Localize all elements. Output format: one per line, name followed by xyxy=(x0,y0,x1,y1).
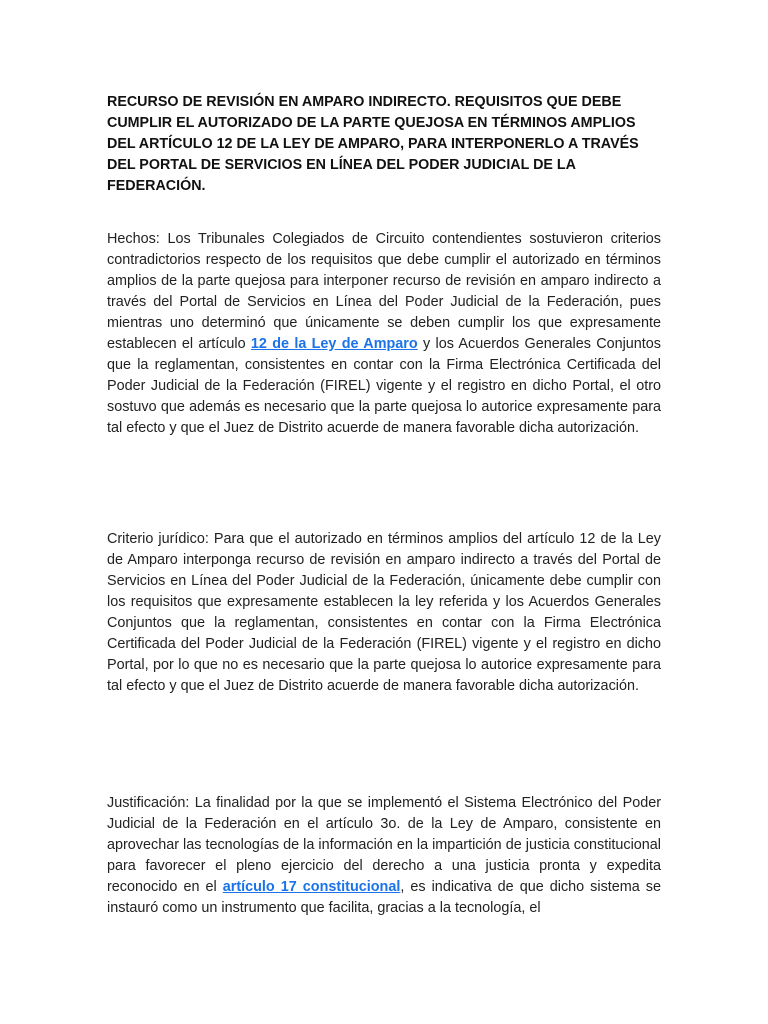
hechos-text-start: Hechos: Los Tribunales Colegiados de Circuito contendientes sostuvieron criterios contradictorios respecto de los requisitos que debe cumplir el autorizado en términos amplios de la parte quejosa para interponer recurso de revisión en amparo indirecto a través del Portal de Servicios en Línea del Poder Judicial de la Federación, pues mientras uno determinó que únicamente se deben cumplir los que expresamente establecen el artículo xyxy=(107,231,661,352)
justificacion-text-end: , es indicativa de que dicho sistema se instauró como un instrumento que facilita, gracias a la tecnología, el xyxy=(107,879,661,916)
articulo-17-constitucional-link[interactable]: artículo 17 constitucional xyxy=(222,879,401,895)
justificacion-text-start: Justificación: La finalidad por la que se implementó el Sistema Electrónico del Poder Judicial de la Federación en el artículo 3o. de la Ley de Amparo, consistente en aprovechar las tecnologías de la información en la impartición de justicia constitucional para favorecer el pleno ejercicio del derecho a una justicia pronta y expedita reconocido en el xyxy=(107,795,661,895)
document-title: RECURSO DE REVISIÓN EN AMPARO INDIRECTO. REQUISITOS QUE DEBE CUMPLIR EL AUTORIZADO DE LA PARTE QUEJOSA EN TÉRMINOS AMPLIOS DEL ARTÍCULO 12 DE LA LEY DE AMPARO, PARA INTERPONERLO A TRAVÉS DEL PORTAL DE SERVICIOS EN LÍNEA DEL PODER JUDICIAL DE LA FEDERACIÓN. xyxy=(107,94,639,194)
ley-de-amparo-link[interactable]: 12 de la Ley de Amparo xyxy=(250,336,418,352)
criterio-juridico-paragraph: Criterio jurídico: Para que el autorizado en términos amplios del artículo 12 de la Ley de Amparo interponga recurso de revisión en amparo indirecto a través del Portal de Servicios en Línea del Poder Judicial de la Federación, únicamente debe cumplir con los requisitos que expresamente establecen la ley referida y los Acuerdos Generales Conjuntos que la reglamentan, consistentes en contar con la Firma Electrónica Certificada del Poder Judicial de la Federación (FIREL) vigente y el registro en dicho Portal, por lo que no es necesario que la parte quejosa lo autorice expresamente para tal efecto y que el Juez de Distrito acuerde de manera favorable dicha autorización. xyxy=(107,531,661,694)
justificacion-paragraph xyxy=(107,793,661,919)
hechos-text-end: y los Acuerdos Generales Conjuntos que la reglamentan, consistentes en contar con la Firma Electrónica Certificada del Poder Judicial de la Federación (FIREL) vigente y el registro en dicho Portal, el otro sostuvo que además es necesario que la parte quejosa lo autorice expresamente para tal efecto y que el Juez de Distrito acuerde de manera favorable dicha autorización. xyxy=(107,336,661,436)
hechos-paragraph xyxy=(107,229,661,439)
